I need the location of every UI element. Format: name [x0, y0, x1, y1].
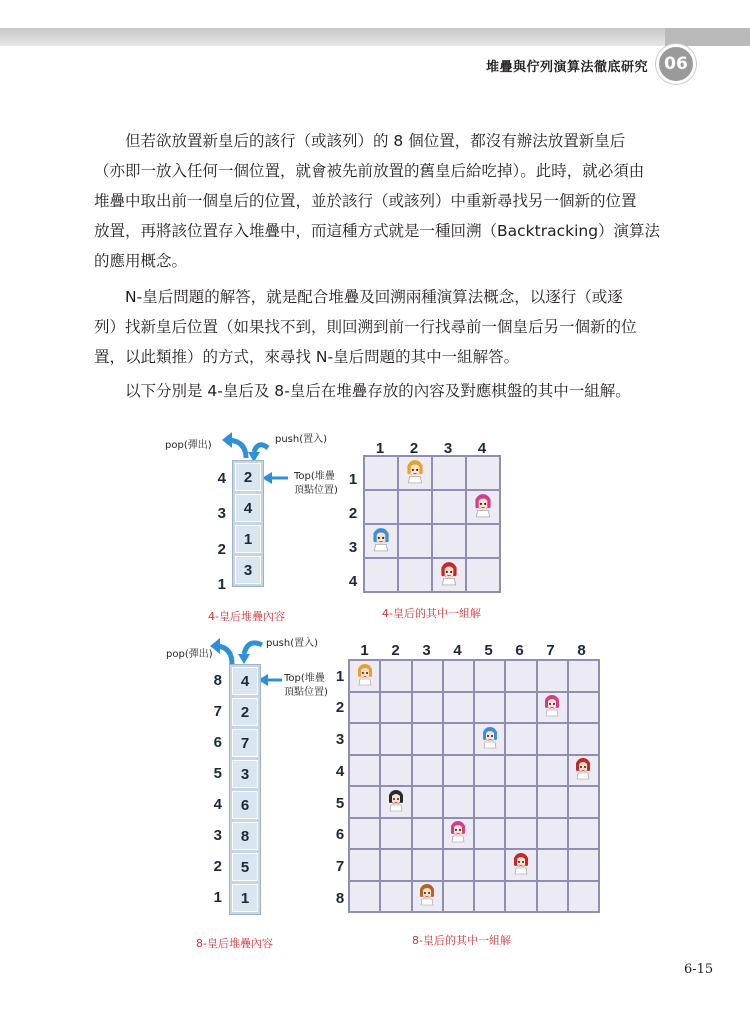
stack-cell: 7	[232, 729, 258, 757]
board-cell	[381, 756, 410, 786]
board-cell	[475, 693, 504, 723]
row-label: 4	[348, 573, 358, 590]
board-cell	[413, 787, 442, 817]
board-cell	[350, 882, 379, 912]
board-cell	[538, 850, 567, 880]
board-cell	[569, 819, 598, 849]
board-cell	[381, 693, 410, 723]
board-cell	[538, 693, 567, 723]
row-label: 1	[348, 471, 358, 488]
paragraph-line: 的應用概念。	[94, 252, 188, 270]
board-cell	[413, 882, 442, 912]
queen-icon	[446, 819, 470, 847]
board-cell	[350, 819, 379, 849]
board-cell	[350, 756, 379, 786]
queen-icon	[384, 788, 408, 816]
board-cell	[475, 882, 504, 912]
stack-index: 7	[213, 703, 222, 720]
stack-index: 5	[213, 765, 222, 782]
board-cell	[506, 882, 535, 912]
board-cell	[413, 819, 442, 849]
stack-index: 1	[217, 576, 226, 593]
board-cell	[475, 850, 504, 880]
row-label: 7	[335, 858, 345, 875]
pop-label: pop(彈出)	[165, 440, 212, 451]
board-cell	[444, 693, 473, 723]
board-cell	[569, 882, 598, 912]
column-label: 3	[443, 440, 453, 457]
board-cell	[569, 787, 598, 817]
queen-icon	[540, 693, 564, 721]
top-label: Top(堆疊	[294, 471, 335, 482]
page-number: 6-15	[684, 962, 714, 977]
board-cell	[350, 693, 379, 723]
stack-index: 6	[213, 734, 222, 751]
board-cell	[506, 819, 535, 849]
paragraph-line: 列）找新皇后位置（如果找不到，則回溯到前一行找尋前一個皇后另一個新的位	[94, 318, 637, 336]
column-label: 6	[515, 642, 524, 659]
queen-icon	[415, 882, 439, 910]
pop-label: pop(彈出)	[166, 649, 213, 660]
stack-caption: 4-皇后堆疊內容	[208, 610, 285, 623]
stack-index: 4	[213, 796, 222, 813]
push-arrow-head-icon	[238, 654, 250, 664]
board-cell	[538, 724, 567, 754]
stack-cell: 2	[232, 698, 258, 726]
board-cell	[413, 850, 442, 880]
board-cell	[350, 850, 379, 880]
board-cell	[569, 724, 598, 754]
paragraph-line: 以下分別是 4-皇后及 8-皇后在堆疊存放的內容及對應棋盤的其中一組解。	[125, 382, 631, 400]
stack-index: 3	[217, 505, 226, 522]
board-caption: 4-皇后的其中一組解	[382, 607, 481, 620]
row-label: 1	[335, 668, 345, 685]
stack-cell: 3	[232, 760, 258, 788]
stack-index: 8	[213, 672, 222, 689]
board-cell	[444, 787, 473, 817]
stack-cell: 2	[235, 463, 261, 491]
board-cell	[569, 850, 598, 880]
queen-icon	[571, 756, 595, 784]
board-cell	[381, 661, 410, 691]
top-label: 頂點位置)	[294, 485, 338, 496]
stack-cell: 5	[232, 853, 258, 881]
push-label: push(置入)	[266, 638, 319, 649]
paragraph-line: （亦即一放入任何一個位置，就會被先前放置的舊皇后給吃掉）。此時，就必須由	[94, 162, 645, 180]
top-label: Top(堆疊	[284, 673, 325, 684]
column-label: 4	[477, 440, 487, 457]
column-label: 1	[360, 642, 369, 659]
board-cell	[506, 850, 535, 880]
row-label: 2	[335, 699, 345, 716]
column-label: 3	[422, 642, 431, 659]
board-cell	[381, 882, 410, 912]
board-cell	[444, 819, 473, 849]
board-cell	[444, 724, 473, 754]
board-cell	[381, 787, 410, 817]
row-label: 3	[348, 539, 358, 556]
board-cell	[475, 724, 504, 754]
stack-cell: 1	[235, 525, 261, 553]
column-label: 2	[409, 440, 419, 457]
stack-cell: 4	[235, 494, 261, 522]
row-label: 8	[335, 890, 345, 907]
row-label: 6	[335, 826, 345, 843]
top-label: 頂點位置)	[284, 687, 328, 698]
board-cell	[413, 756, 442, 786]
board-cell	[538, 756, 567, 786]
queen-icon	[478, 725, 502, 753]
board-cell	[350, 661, 379, 691]
column-label: 1	[375, 440, 385, 457]
board-cell	[475, 787, 504, 817]
board-cell	[569, 661, 598, 691]
pop-arrow-icon	[218, 646, 232, 664]
board-cell	[444, 882, 473, 912]
column-label: 8	[577, 642, 586, 659]
board-cell	[350, 724, 379, 754]
stack-index: 3	[213, 827, 222, 844]
board-cell	[444, 756, 473, 786]
board-cell	[475, 756, 504, 786]
board-cell	[381, 819, 410, 849]
board-cell	[506, 787, 535, 817]
board-caption: 8-皇后的其中一組解	[412, 934, 511, 947]
column-label: 4	[453, 642, 462, 659]
paragraph-line: N-皇后問題的解答，就是配合堆疊及回溯兩種演算法概念，以逐行（或逐	[125, 288, 623, 306]
board-cell	[506, 693, 535, 723]
running-header-title: 堆疊與佇列演算法徹底研究	[485, 60, 648, 75]
paragraph-line: 置，以此類推）的方式，來尋找 N-皇后問題的其中一組解答。	[94, 348, 520, 366]
board-cell	[569, 693, 598, 723]
row-label: 3	[335, 731, 345, 748]
stack-cell: 6	[232, 791, 258, 819]
row-label: 5	[335, 795, 345, 812]
board-cell	[413, 661, 442, 691]
push-label: push(置入)	[275, 434, 328, 445]
paragraph-line: 堆疊中取出前一個皇后的位置，並於該行（或該列）中重新尋找另一個新的位置	[94, 192, 637, 210]
column-label: 2	[391, 642, 400, 659]
column-label: 5	[484, 642, 493, 659]
row-label: 2	[348, 505, 358, 522]
board-cell	[381, 724, 410, 754]
board-cell	[569, 756, 598, 786]
board-cell	[506, 724, 535, 754]
board-cell	[381, 850, 410, 880]
board-cell	[506, 756, 535, 786]
stack-index: 1	[213, 889, 222, 906]
stack-cell: 1	[232, 884, 258, 912]
board-cell	[538, 661, 567, 691]
stack-cell: 3	[235, 556, 261, 584]
board-cell	[475, 819, 504, 849]
board-cell	[350, 787, 379, 817]
board-cell	[538, 819, 567, 849]
push-arrow-icon	[244, 643, 262, 654]
stack-caption: 8-皇后堆疊內容	[196, 937, 273, 950]
stack-cell: 4	[232, 667, 258, 695]
board-cell	[475, 661, 504, 691]
board-cell	[413, 693, 442, 723]
queen-icon	[509, 851, 533, 879]
paragraph-line: 放置，再將該位置存入堆疊中，而這種方式就是一種回溯（Backtracking）演算法	[94, 222, 661, 240]
board-cell	[444, 850, 473, 880]
stack-index: 4	[217, 470, 226, 487]
stack-cell: 8	[232, 822, 258, 850]
column-label: 7	[546, 642, 555, 659]
chessboard-8	[348, 659, 600, 913]
stack-8	[229, 664, 261, 915]
row-label: 4	[335, 763, 345, 780]
board-cell	[444, 661, 473, 691]
board-cell	[413, 724, 442, 754]
stack-index: 2	[213, 858, 222, 875]
stack-index: 2	[217, 541, 226, 558]
queen-icon	[353, 662, 377, 690]
board-cell	[506, 661, 535, 691]
paragraph-line: 但若欲放置新皇后的該行（或該列）的 8 個位置，都沒有辦法放置新皇后	[125, 132, 626, 150]
board-cell	[538, 882, 567, 912]
board-cell	[538, 787, 567, 817]
chapter-badge: 06	[656, 44, 696, 84]
